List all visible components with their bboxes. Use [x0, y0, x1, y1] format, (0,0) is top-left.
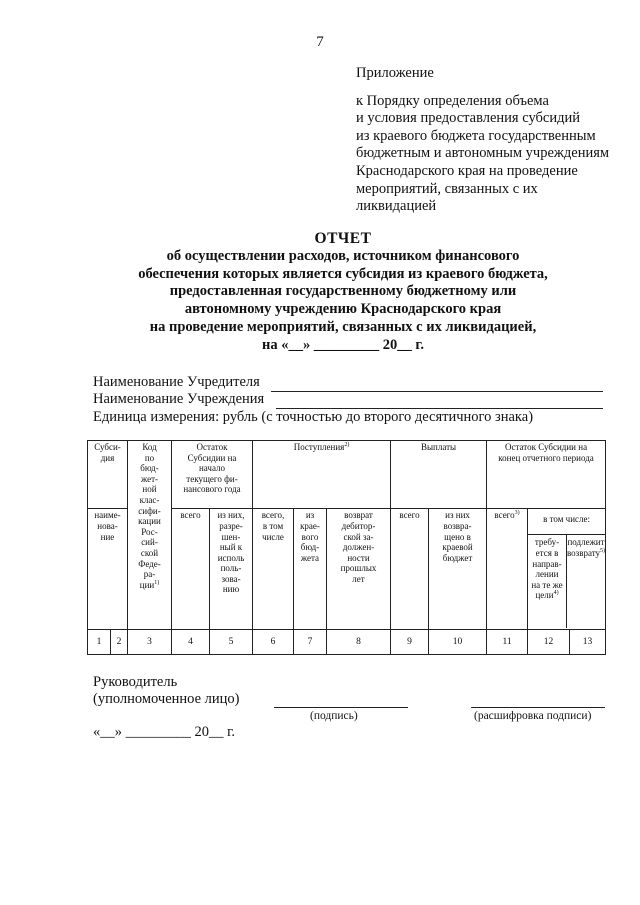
header-cb-including: в том числе: [528, 509, 605, 535]
heading-line: автономному учреждению Краснодарского края [184, 301, 502, 318]
header-cb-return-text: подлежит возврату [566, 537, 605, 558]
heading-line: на проведение мероприятий, связанных с их ликвидацией, [149, 318, 537, 335]
col-number: 1 [88, 629, 111, 654]
header-r-regional: из крае- вого бюд- жета [294, 509, 327, 630]
heading-line: предоставленная государственному бюджетному или [169, 283, 517, 300]
report-table [87, 440, 606, 655]
header-receipts [253, 441, 391, 509]
col-number: 9 [391, 629, 429, 654]
appendix-line: и условия предоставления субсидий [356, 110, 580, 127]
founder-label: Наименование Учредителя [93, 374, 260, 390]
signature-caption: (подпись) [310, 710, 358, 722]
header-opening-balance: Остаток Субсидии на начало текущего фи- нансового года [172, 441, 253, 509]
founder-field[interactable] [271, 391, 603, 392]
header-cb-including-cell [528, 509, 606, 630]
appendix-line: ликвидацией [356, 198, 437, 215]
header-ob-allowed: из них, разре- шен- ный к исполь поль- зова- нию [210, 509, 253, 630]
header-code-text: Код по бюд- жет- ной клас- сифи- кации Рос- сий- ской Феде- ра- ции [138, 442, 161, 590]
col-number: 7 [294, 629, 327, 654]
appendix-block [356, 65, 609, 216]
report-heading [0, 230, 640, 355]
appendix-line: бюджетным и автономным учреждениям [356, 145, 610, 162]
header-code-sup: 1) [154, 579, 160, 586]
header-cb-required-sup: 4) [553, 590, 559, 597]
appendix-line: из краевого бюджета государственным [356, 127, 596, 144]
col-number: 12 [528, 629, 570, 654]
unit-label: Единица измерения: рубль (с точностью до второго десятичного знака) [93, 409, 534, 425]
col-number: 8 [327, 629, 391, 654]
header-p-returned: из них возвра- щено в краевой бюджет [429, 509, 487, 630]
col-number: 2 [111, 629, 128, 654]
report-title: ОТЧЕТ [314, 230, 372, 247]
col-number: 11 [487, 629, 528, 654]
appendix-line: мероприятий, связанных с их [356, 180, 538, 197]
heading-line: об осуществлении расходов, источником финансового [166, 247, 520, 264]
signature-decode-field[interactable] [471, 707, 605, 708]
header-cb-subcols [528, 535, 605, 628]
signature-date-line: «__» _________ 20__ г. [93, 724, 236, 740]
header-subsidy-name: наиме- нова- ние [88, 509, 128, 630]
header-r-return: возврат дебитор- ской за- должен- ности прошлых лет [327, 509, 391, 630]
signature-head-label: Руководитель [93, 674, 178, 690]
decode-caption: (расшифровка подписи) [474, 710, 592, 722]
header-receipts-sup: 2) [344, 442, 350, 448]
header-code [128, 441, 172, 630]
signature-field[interactable] [274, 707, 408, 708]
header-cb-total-text: всего [494, 510, 515, 521]
col-number: 3 [128, 629, 172, 654]
heading-line: обеспечения которых является субсидия из краевого бюджета, [138, 265, 548, 282]
header-r-total: всего, в том числе [253, 509, 294, 630]
header-closing-balance: Остаток Субсидии на конец отчетного периода [487, 441, 606, 509]
col-number: 4 [172, 629, 210, 654]
header-ob-total: всего [172, 509, 210, 630]
col-number: 13 [570, 629, 606, 654]
page-number: 7 [316, 34, 324, 50]
col-number: 10 [429, 629, 487, 654]
header-p-total: всего [391, 509, 429, 630]
signature-authorized-label: (уполномоченное лицо) [93, 691, 240, 707]
col-number: 6 [253, 629, 294, 654]
report-date-line: на «__» _________ 20__ г. [262, 336, 424, 353]
header-cb-total [487, 509, 528, 630]
header-subsidy: Субси- дия [88, 441, 128, 509]
appendix-line: к Порядку определения объема [356, 92, 549, 109]
header-cb-return-sup: 5) [600, 547, 606, 554]
col-number: 5 [210, 629, 253, 654]
appendix-title: Приложение [356, 65, 434, 81]
header-cb-required-text: требу- ется в направ- лении на те же цели [531, 537, 563, 601]
header-cb-return [567, 535, 605, 628]
header-cb-required [528, 535, 567, 628]
header-payments: Выплаты [391, 441, 487, 509]
header-receipts-text: Поступления [293, 442, 345, 452]
header-cb-total-sup: 3) [514, 510, 520, 517]
institution-label: Наименование Учреждения [93, 391, 265, 407]
appendix-line: Краснодарского края на проведение [356, 162, 578, 179]
